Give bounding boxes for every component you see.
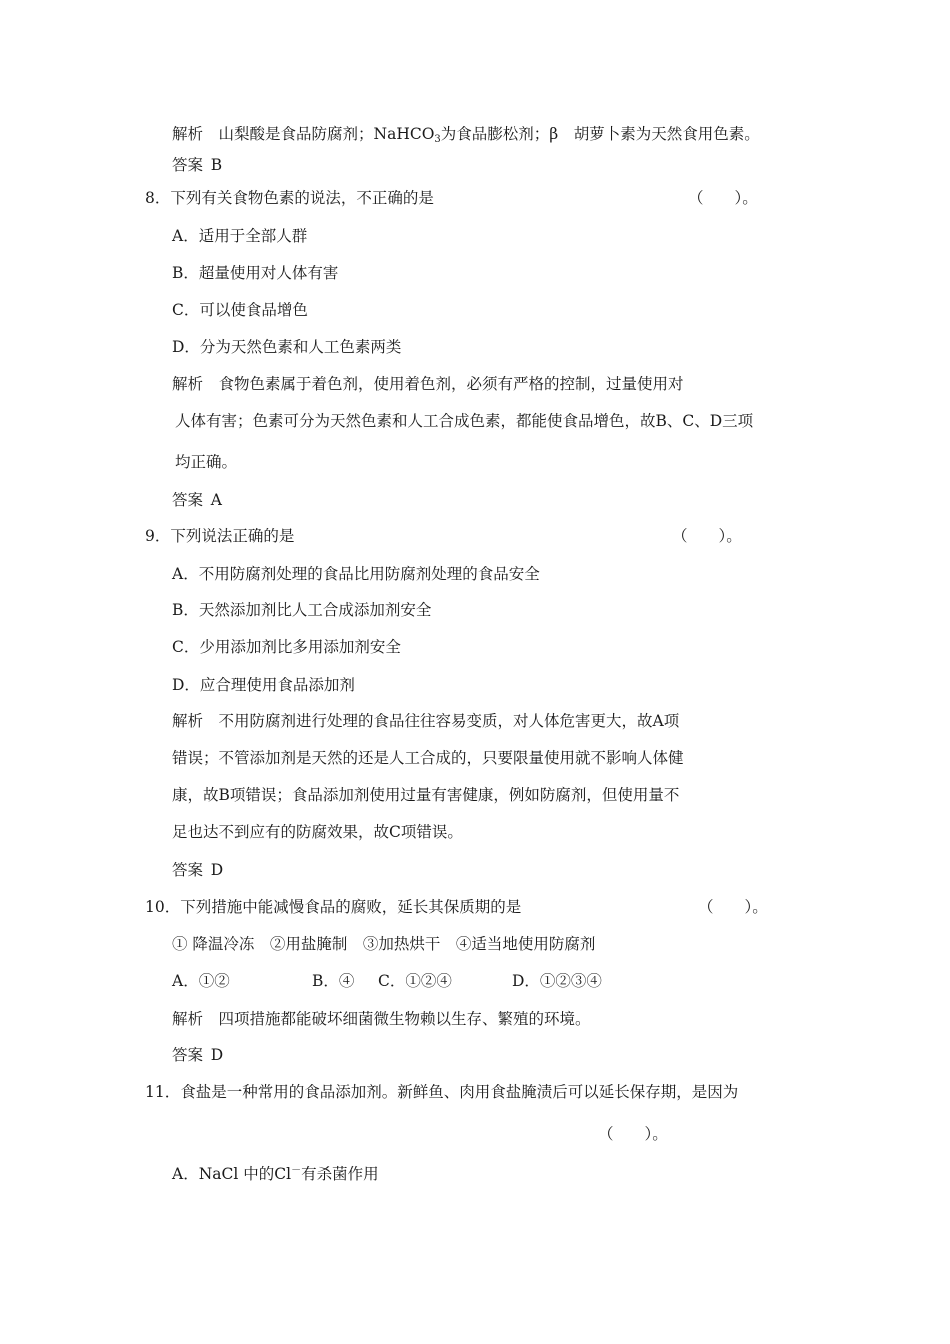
answer-value: D <box>210 861 224 879</box>
q10-option-a: A．①② <box>172 972 230 990</box>
answer-value: A <box>210 491 222 509</box>
q10-analysis: 解析 四项措施都能破坏细菌微生物赖以生存、繁殖的环境。 <box>172 1010 591 1028</box>
q8-answer-paren: （ ）。 <box>688 189 758 207</box>
q8-option-a: A．适用于全部人群 <box>172 227 308 245</box>
q10-option-d: D．①②③④ <box>512 972 602 990</box>
q10-option-b: B．④ <box>312 972 355 990</box>
answer-label: 答案 <box>172 1046 204 1064</box>
q9-answer <box>172 860 223 880</box>
q8-stem: 8．下列有关食物色素的说法，不正确的是 <box>145 189 434 207</box>
answer-label: 答案 <box>172 156 204 174</box>
answer-value: B <box>210 156 223 174</box>
q9-analysis-line-1: 解析 不用防腐剂进行处理的食品往往容易变质，对人体危害更大，故A项 <box>172 712 680 730</box>
q11-answer-paren: （ ）。 <box>598 1125 668 1143</box>
analysis-label: 解析 <box>172 375 204 393</box>
analysis-label: 解析 <box>172 1010 204 1028</box>
q9-analysis-line-2: 错误；不管添加剂是天然的还是人工合成的，只要限量使用就不影响人体健 <box>172 749 684 767</box>
q10-measures: ① 降温冷冻 ②用盐腌制 ③加热烘干 ④适当地使用防腐剂 <box>172 935 596 953</box>
q9-analysis-line-4: 足也达不到应有的防腐效果，故C项错误。 <box>172 823 463 841</box>
q8-analysis-line-3: 均正确。 <box>175 453 238 471</box>
q9-option-c: C．少用添加剂比多用添加剂安全 <box>172 638 401 656</box>
q11-stem: 11．食盐是一种常用的食品添加剂。新鲜鱼、肉用食盐腌渍后可以延长保存期，是因为 <box>145 1083 739 1101</box>
q9-stem: 9．下列说法正确的是 <box>145 527 295 545</box>
q11-option-a: A．NaCl 中的Cl－有杀菌作用 <box>172 1165 379 1183</box>
q8-analysis-line-2: 人体有害；色素可分为天然色素和人工合成色素，都能使食品增色，故B、C、D三项 <box>175 412 754 430</box>
q9-answer-paren: （ ）。 <box>672 527 742 545</box>
q8-option-d: D．分为天然色素和人工色素两类 <box>172 338 402 356</box>
q9-analysis-line-3: 康，故B项错误；食品添加剂使用过量有害健康，例如防腐剂，但使用量不 <box>172 786 680 804</box>
analysis-label: 解析 <box>172 125 204 143</box>
answer-label: 答案 <box>172 491 204 509</box>
analysis-text: 山梨酸是食品防腐剂；NaHCO$_3$为食品膨松剂；β 胡萝卜素为天然食用色素。 <box>218 125 760 145</box>
q7-answer <box>172 155 222 175</box>
q9-option-d: D．应合理使用食品添加剂 <box>172 676 355 694</box>
q8-option-c: C．可以使食品增色 <box>172 301 308 319</box>
q10-stem: 10．下列措施中能减慢食品的腐败，延长其保质期的是 <box>145 898 522 916</box>
analysis-label: 解析 <box>172 712 204 730</box>
q7-analysis <box>172 124 760 150</box>
answer-label: 答案 <box>172 861 204 879</box>
q8-option-b: B．超量使用对人体有害 <box>172 264 339 282</box>
q9-option-b: B．天然添加剂比人工合成添加剂安全 <box>172 601 432 619</box>
q10-answer-paren: （ ）。 <box>698 898 768 916</box>
q9-option-a: A．不用防腐剂处理的食品比用防腐剂处理的食品安全 <box>172 565 540 583</box>
q8-answer <box>172 490 222 510</box>
q8-analysis-line-1: 解析 食物色素属于着色剂，使用着色剂，必须有严格的控制，过量使用对 <box>172 375 684 393</box>
q10-answer <box>172 1045 223 1065</box>
q10-option-c: C．①②④ <box>378 972 452 990</box>
answer-value: D <box>210 1046 224 1064</box>
